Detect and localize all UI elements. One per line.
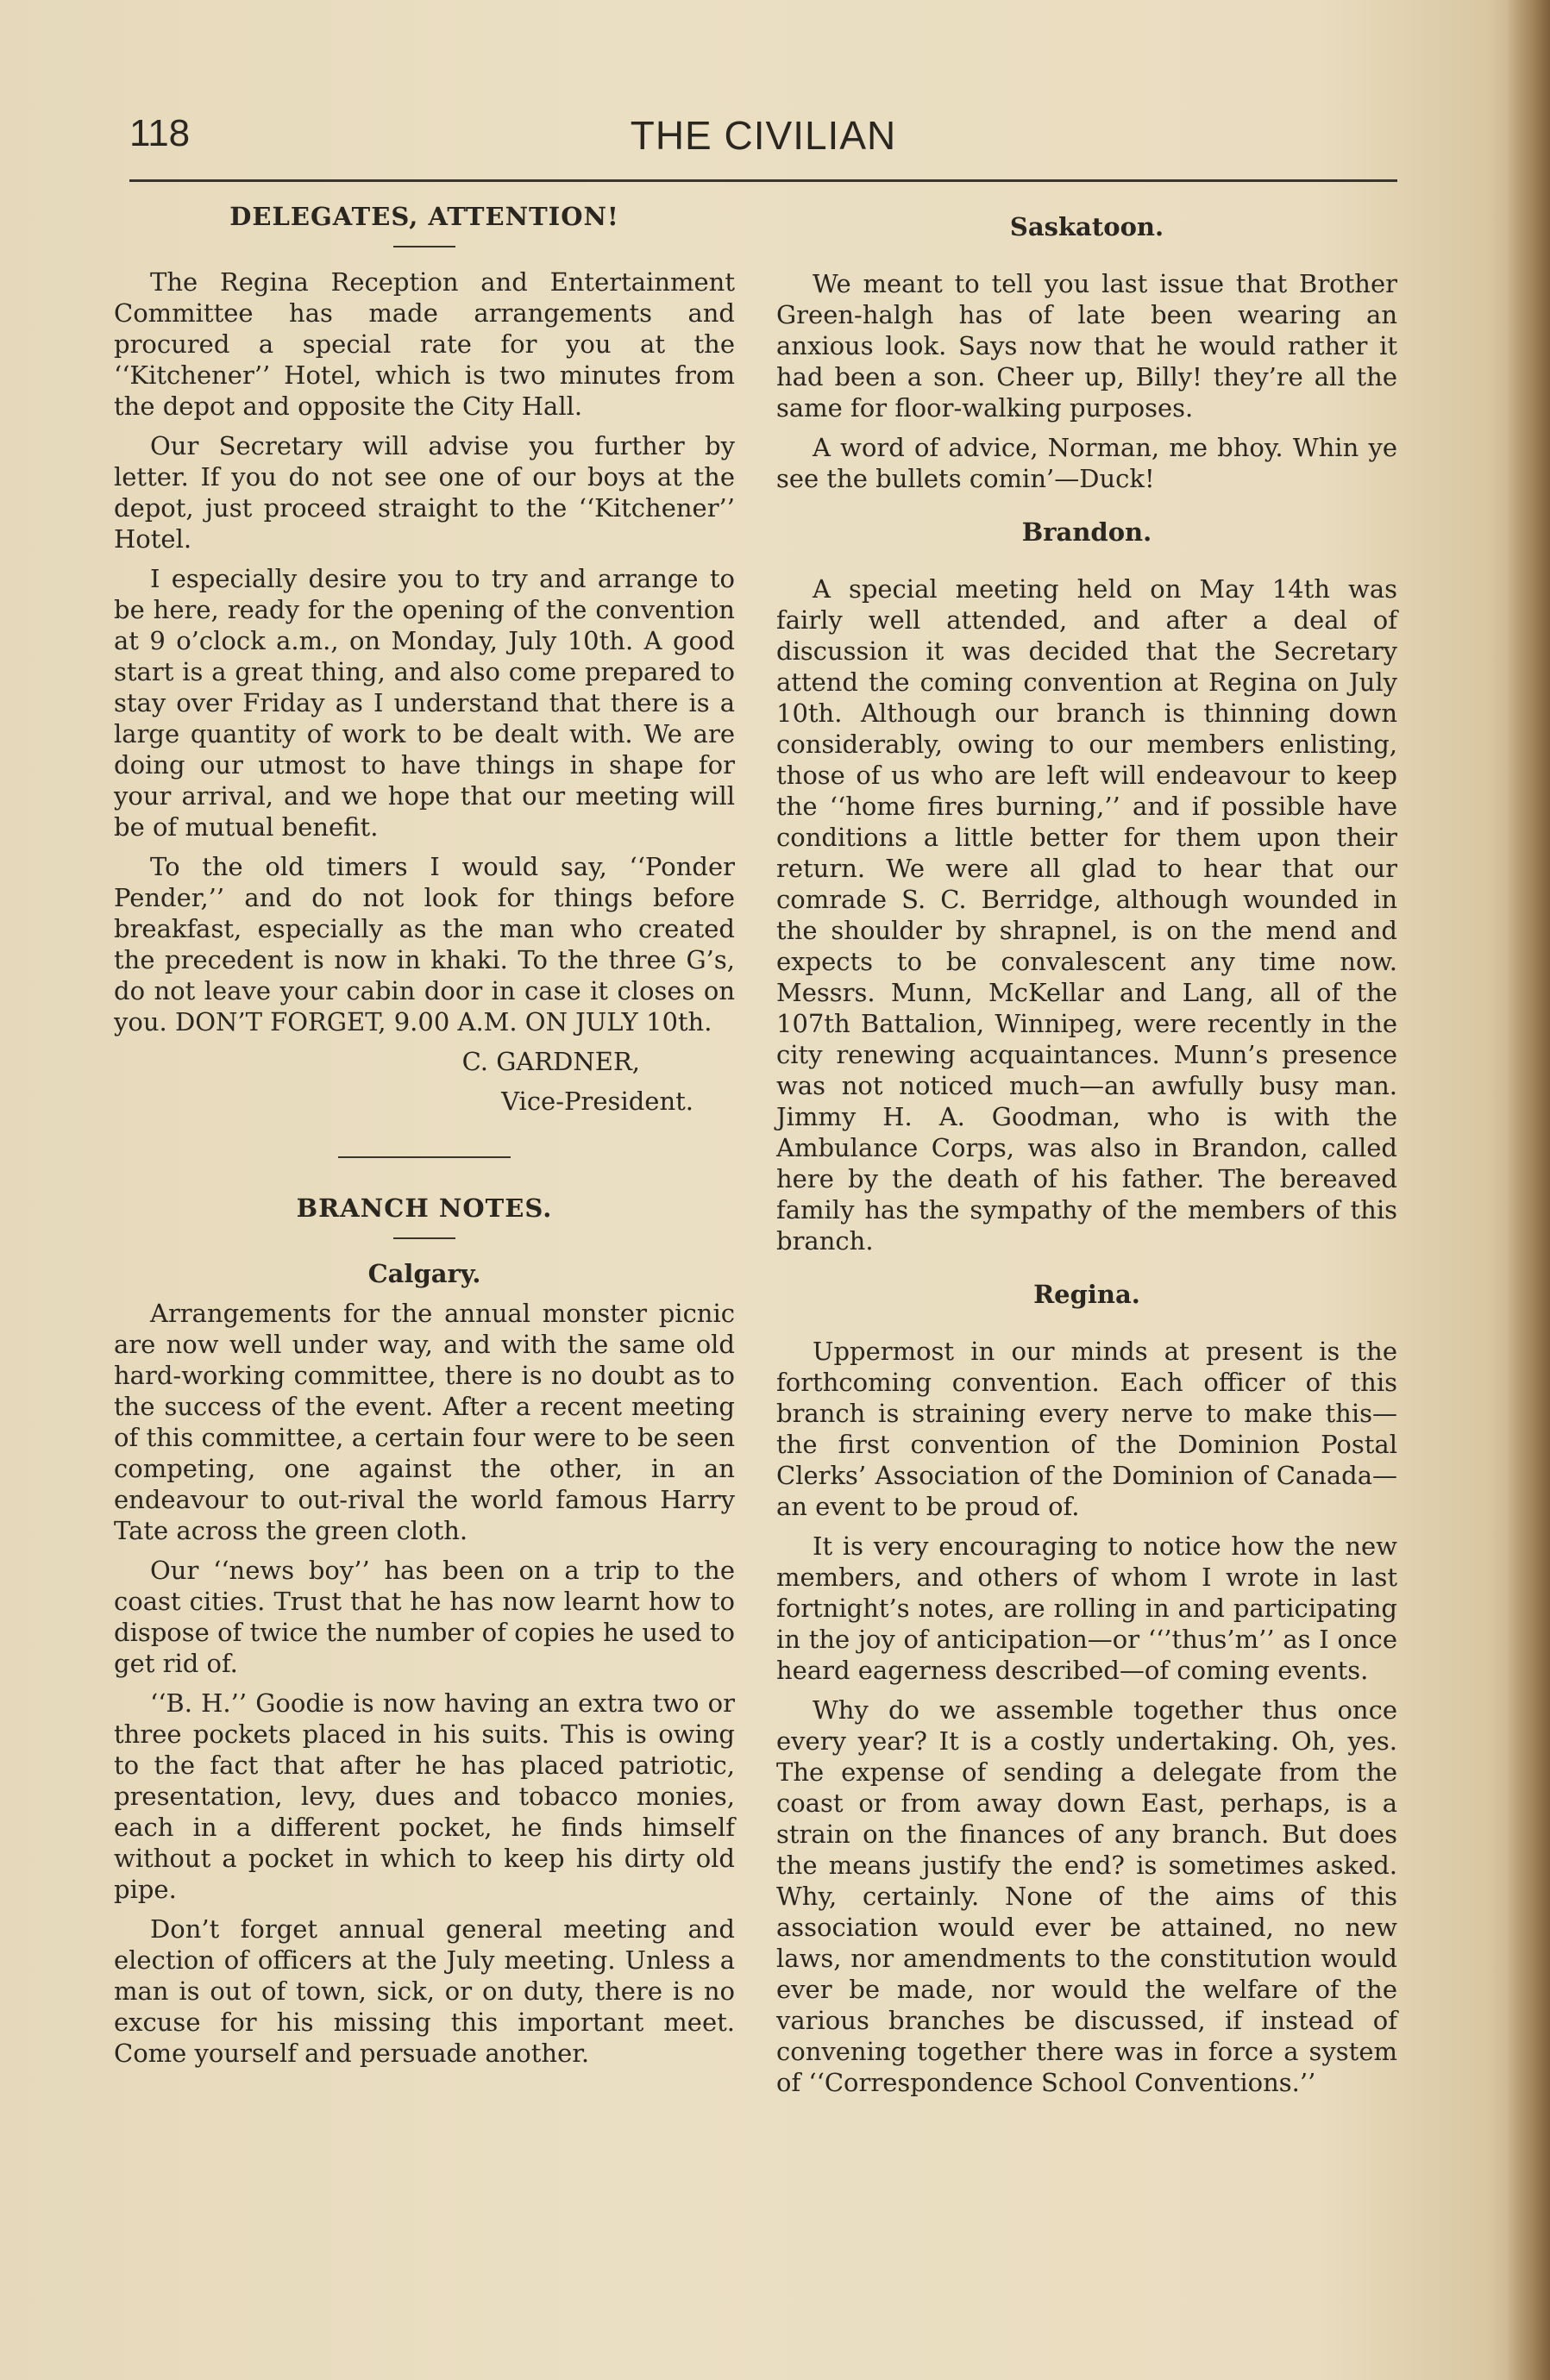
section-divider: [338, 1156, 511, 1158]
calgary-paragraph: Our ‘‘news boy’’ has been on a trip to the coast cities. Trust that he has now learnt how to dispose of twice the number of copies he used to get rid of.: [114, 1556, 735, 1678]
article-paragraph: I especially desire you to try and arrange to be here, ready for the opening of the convention at 9 o’clock a.m., on Monday, July 10th. A good start is a great thing, and also come prepared to stay over Friday as I understand that there is a large quantity of work to be dealt with. We are doing our utmost to have things in shape for your arrival, and we hope that our meeting will be of mutual benefit.: [114, 564, 735, 842]
page-header: [129, 112, 1397, 164]
branch-notes-rule: [393, 1237, 455, 1239]
calgary-paragraph: Don’t forget annual general meeting and election of officers at the July meeting. Unless a man is out of town, sick, or on duty, there is no excuse for his missing this important meet. Come yourself and persuade another.: [114, 1914, 735, 2068]
signature-name: C. GARDNER,: [461, 1047, 640, 1076]
binding-edge: [1507, 0, 1550, 2380]
regina-paragraph: Why do we assemble together thus once every year? It is a costly undertaking. Oh, yes. The expense of sending a delegate from the coast or from away down East, perhaps, is a strain on the finances of any branch. But does the means justify the end? is sometimes asked. Why, certainly. None of the aims of this association would ever be attained, no new laws, nor amendments to the constitution would ever be made, nor would the welfare of the various branches be discussed, if instead of convening together there was in force a system of ‘‘Correspondence School Conventions.’’: [776, 1695, 1397, 2097]
left-column: [114, 194, 735, 2069]
regina-heading: Regina.: [1033, 1280, 1140, 1309]
article-title: DELEGATES, ATTENTION!: [229, 202, 619, 231]
running-title: THE CIVILIAN: [630, 113, 897, 158]
saskatoon-heading: Saskatoon.: [1009, 212, 1164, 241]
saskatoon-paragraph: A word of advice, Norman, me bhoy. Whin ye see the bullets comin’—Duck!: [776, 433, 1397, 493]
page-number: 118: [129, 112, 191, 154]
title-rule: [393, 246, 455, 247]
article-paragraph: To the old timers I would say, ‘‘Ponder Pender,’’ and do not look for things before breakfast, especially as the man who created the precedent is now in khaki. To the three G’s, do not leave your cabin door in case it closes on you. DON’T FORGET, 9.00 A.M. ON JULY 10th.: [114, 852, 735, 1037]
article-paragraph: Our Secretary will advise you further by letter. If you do not see one of our boys at the depot, just proceed straight to the ‘‘Kitchener’’ Hotel.: [114, 431, 735, 554]
calgary-heading: Calgary.: [367, 1259, 481, 1288]
regina-paragraph: It is very encouraging to notice how the new members, and others of whom I wrote in last fortnight’s notes, are rolling in and participating in the joy of anticipation—or ‘‘’thus’m’’ as I once heard eagerness described—of coming events.: [776, 1531, 1397, 1685]
right-column: [776, 194, 1397, 2098]
brandon-heading: Brandon.: [1021, 517, 1152, 547]
brandon-paragraph: A special meeting held on May 14th was fairly well attended, and after a deal of discussion it was decided that the Secretary attend the coming convention at Regina on July 10th. Although our branch is thinning down considerably, owing to our members enlisting, those of us who are left will endeavour to keep the ‘‘home fires burning,’’ and if possible have conditions a little better for them upon their return. We were all glad to hear that our comrade S. C. Berridge, although wounded in the shoulder by shrapnel, is on the mend and expects to be convalescent any time now. Messrs. Munn, McKellar and Lang, all of the 107th Battalion, Winnipeg, were recently in the city renewing acquaintances. Munn’s presence was not noticed much—an awfully busy man. Jimmy H. A. Goodman, who is with the Ambulance Corps, was also in Brandon, called here by the death of his father. The bereaved family has the sympathy of the members of this branch.: [776, 574, 1397, 1256]
header-rule: [129, 179, 1397, 182]
branch-notes-title: BRANCH NOTES.: [296, 1193, 553, 1223]
saskatoon-paragraph: We meant to tell you last issue that Brother Green-halgh has of late been wearing an anxious look. Says now that he would rather it had been a son. Cheer up, Billy! they’re all the same for floor-walking purposes.: [776, 269, 1397, 423]
article-paragraph: The Regina Reception and Entertainment Committee has made arrangements and procured a special rate for you at the ‘‘Kitchener’’ Hotel, which is two minutes from the depot and opposite the City Hall.: [114, 267, 735, 421]
signature-title: Vice-President.: [501, 1087, 693, 1116]
calgary-paragraph: Arrangements for the annual monster picnic are now well under way, and with the same old hard-working committee, there is no doubt as to the success of the event. After a recent meeting of this committee, a certain four were to be seen competing, one against the other, in an endeavour to out-rival the world famous Harry Tate across the green cloth.: [114, 1299, 735, 1545]
calgary-paragraph: ‘‘B. H.’’ Goodie is now having an extra two or three pockets placed in his suits. This is owing to the fact that after he has placed patriotic, presentation, levy, dues and tobacco monies, each in a different pocket, he finds himself without a pocket in which to keep his dirty old pipe.: [114, 1688, 735, 1904]
regina-paragraph: Uppermost in our minds at present is the forthcoming convention. Each officer of this branch is straining every nerve to make this—the first convention of the Dominion Postal Clerks’ Association of the Dominion of Canada—an event to be proud of.: [776, 1337, 1397, 1521]
